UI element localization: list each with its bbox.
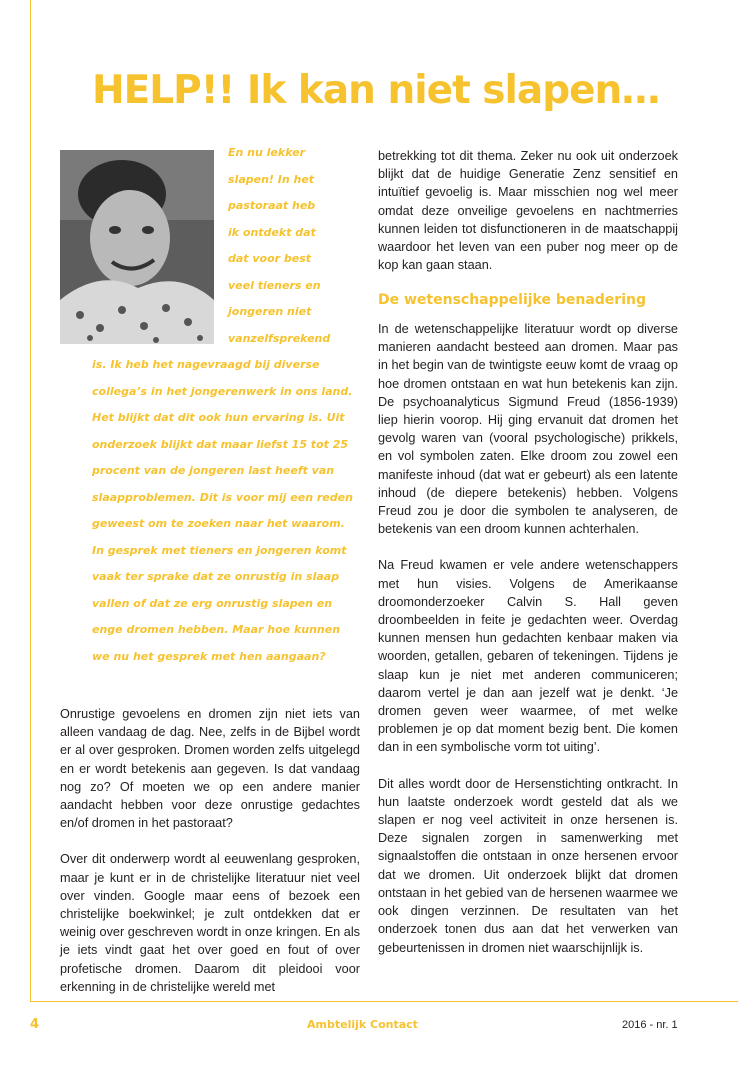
margin-rule-vertical	[30, 0, 31, 1002]
portrait-photo	[60, 150, 214, 344]
article-title: HELP!! Ik kan niet slapen…	[92, 68, 660, 113]
body-paragraph: Dit alles wordt door de Hersenstichting ontkracht. In hun laatste onderzoek wordt gesteld dat als we slapen er nog veel activiteit in onze hersenen is. Deze signalen zorgen in samenwerking met signaalstoffen die ontstaan in onze hersenen ervoor dat we dromen. Uit onderzoek blijkt dat dromen ontstaan in het gebied van de hersenen waarmee we ook dingen verzinnen. De resultaten van het onderzoek tonen dus aan dat het verwerken van gebeurtenissen in dromen niet waarschijnlijk is.	[378, 776, 678, 955]
intro-text-left: is. Ik heb het nagevraagd bij diverse collega’s in het jongerenwerk in ons land. Het blijkt dat dit ook hun ervaring is. Uit onderzoek blijkt dat maar liefst 15 tot 25 procent van de jongeren last heeft van slaapproblemen. Dit is voor mij een reden geweest om te zoeken naar het waarom. In gesprek met tieners en jongeren komt vaak ter sprake dat ze onrustig in slaap vallen of dat ze erg onrustig slapen en enge dromen hebben. Maar hoe kunnen we nu het gesprek met hen aangaan?	[92, 358, 353, 663]
body-paragraph: Na Freud kwamen er vele andere wetenschappers met hun visies. Volgens de Amerikaanse droomonderzoeker Calvin S. Hall geven droombeelden in feite je gedachten weer. Overdag kunnen mensen hun gedachten kenbaar maken via woorden, getallen, gebaren of tekeningen. Tijdens je slaap kun je niet met anderen communiceren; daarom vertel je dan aan jezelf wat je denkt. ‘Je dromen geven weer waarmee, of met welke problemen je op dat moment bezig bent. Die komen dan in een symbolische vorm tot uiting’.	[378, 558, 678, 755]
body-column-right-top	[378, 147, 678, 292]
body-paragraph: In de wetenschappelijke literatuur wordt op diverse manieren aandacht besteed aan dromen. Maar pas in het begin van de twintigste eeuw komt de vraag op hoe dromen ontstaan en wat hun betekenis kan zijn. De psychoanalyticus Sigmund Freud (1856-1939) liep hierin voorop. Hij ging ervanuit dat dromen het gevolg waren van (vooral psychologische) prikkels, en vol symbolen zaten. Elke droom zou zowel een manifeste inhoud (dat wat er gebeurt) als een latente inhoud (de diepere betekenis) hebben. Volgens Freud zou je door die symbolen te analyseren, de betekenis van een droom kunnen achterhalen.	[378, 322, 678, 537]
body-column-left	[60, 705, 360, 1014]
portrait-illustration	[60, 150, 214, 344]
body-paragraph: Over dit onderwerp wordt al eeuwenlang gesproken, maar je kunt er in de christelijke literatuur niet veel over vinden. Google maar eens of bezoek een christelijke boekwinkel; je zult ontdekken dat er weinig over geschreven wordt in onze kringen. En als je iets vindt gaat het over goed en fout of over profetische dromen. Daarom dit pleidooi voor erkenning in de christelijke wereld met	[60, 852, 360, 994]
page-number: 4	[30, 1017, 40, 1032]
body-paragraph: betrekking tot dit thema. Zeker nu ook uit onderzoek blijkt dat de huidige Generatie Zenz sensitief en intuïtief gevoelig is. Maar misschien nog wel meer omdat deze onveilige gevoelens en nachtmerries kunnen leiden tot disfunctioneren in de maatschappij waardoor het leven van een puber nog meer op de kop kan gaan staan.	[378, 149, 678, 273]
body-column-right	[378, 320, 678, 975]
body-paragraph: Onrustige gevoelens en dromen zijn niet iets van alleen vandaag de dag. Nee, zelfs in de Bijbel wordt er al over gesproken. Dromen worden zelfs uitgelegd en er wordt betekenis aan gegeven. Is dat vandaag nog zo? Of moeten we op een andere manier aandacht hebben voor deze onrustige gedachtes en/of dromen in het pastoraat?	[60, 707, 360, 831]
intro-text-right: En nu lekker slapen! In het pastoraat heb ik ontdekt dat dat voor best veel tieners en jongeren niet vanzelfsprekend	[228, 146, 331, 345]
magazine-name: Ambtelijk Contact	[307, 1018, 418, 1031]
section-heading: De wetenschappelijke benadering	[378, 292, 646, 308]
issue-label: 2016 - nr. 1	[622, 1019, 678, 1031]
